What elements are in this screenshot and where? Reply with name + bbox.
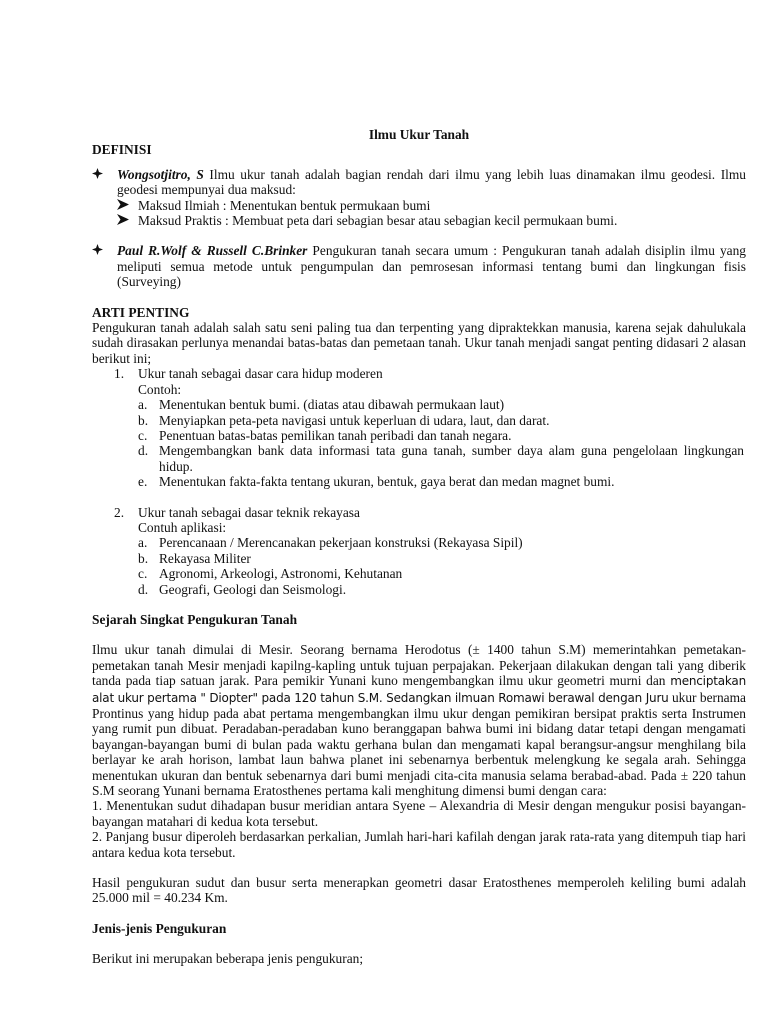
list-item [92,413,746,428]
definisi-item-wongsotjitro [92,167,746,198]
list-item-text: Penentuan batas-batas pemilikan tanah peribadi dan tanah negara. [159,427,512,443]
author-name: Wongsotjitro, S [117,166,204,182]
list-item [92,474,746,489]
sub-item [92,198,746,213]
numbered-item [92,505,746,520]
example-label: Contuh aplikasi: [138,519,227,535]
item-number: 1. [114,366,125,382]
sejarah-result: Hasil pengukuran sudut dan busur serta menerapkan geometri dasar Eratosthenes memperoleh keliling bumi adalah 25.000 mil = 40.234 Km. [92,875,746,906]
list-item [92,566,746,581]
list-item-text: Agronomi, Arkeologi, Astronomi, Kehutanan [159,566,403,582]
list-item-text: Menentukan bentuk bumi. (diatas atau dibawah permukaan laut) [159,397,505,413]
definisi-item-wolf-brinker [92,243,746,289]
arrow-bullet-icon [117,213,129,228]
numbered-item-title: Ukur tanah sebagai dasar teknik rekayasa [138,504,360,520]
paragraph-text-alt-font: menciptakan alat ukur pertama " Diopter" pada 120 tahun S.M. Sedangkan ilmuan Romawi berawal dengan Juru [92,674,746,705]
item-letter: c. [138,427,148,443]
item-number: 2. [114,504,125,520]
item-letter: b. [138,412,149,428]
diamond-bullet-icon [92,243,106,258]
list-item-text: Geografi, Geologi dan Seismologi. [159,581,347,597]
sejarah-paragraph [92,642,746,798]
sejarah-step-2: 2. Panjang busur diperoleh berdasarkan perkalian, Jumlah hari-hari kafilah dengan jarak rata-rata yang ditempuh tiap hari antara kedua kota tersebut. [92,829,746,860]
author-name: Paul R.Wolf & Russell C.Brinker [117,243,308,259]
list-item [92,582,746,597]
arti-penting-intro: Pengukuran tanah adalah salah satu seni paling tua dan terpenting yang dipraktekkan manusia, karena sejak dahulukala sudah dirasakan perlunya menandai batas-batas dan pemetaan tanah. Ukur tanah menjadi sangat penting didasari 2 alasan berikut ini; [92,320,746,366]
item-letter: d. [138,443,149,459]
item-letter: b. [138,550,149,566]
list-item-text: Menyiapkan peta-peta navigasi untuk keperluan di udara, laut, dan darat. [159,412,550,428]
jenis-intro: Berikut ini merupakan beberapa jenis pengukuran; [92,951,364,967]
paragraph-text: ukur bernama Prontinus yang hidup pada abat pertama mengembangkan ilmu ukur dengan pemikiran bersipat praktis serta Instrumen yang rumit pun dibuat. Peradaban-peradaban kuno beranggapan bahwa bumi ini bidang datar tetapi dengan mengamati bayangan-bayangan bumi di bulan pada waktu gerhana bulan dan mengamati kapal berangsur-angsur menghilang bila berlayar ke arah horison, lambat laun bahwa planet ini sebenarnya berbentuk melengkung ke segala arah. Sehingga menentukan ukuran dan bentuk sebenarnya dari bumi menjadi cita-cita manusia selama berabad-abad. Pada ± 220 tahun S.M seorang Yunani bernama Eratosthenes pertama kali menghitung dimensi bumi dengan cara: [92,689,746,799]
sejarah-heading: Sejarah Singkat Pengukuran Tanah [92,611,298,627]
page-title: Ilmu Ukur Tanah [368,127,470,142]
list-item [92,428,746,443]
item-letter: c. [138,566,148,582]
list-item-text: Perencanaan / Merencanakan pekerjaan konstruksi (Rekayasa Sipil) [159,535,523,551]
list-item-text: Menentukan fakta-fakta tentang ukuran, bentuk, gaya berat dan medan magnet bumi. [159,474,615,490]
sub-item-text: Maksud Ilmiah : Menentukan bentuk permukaan bumi [138,197,431,213]
arrow-bullet-icon [117,198,129,213]
sejarah-step-1: 1. Menentukan sudut dihadapan busur meridian antara Syene – Alexandria di Mesir dengan mengukur posisi bayangan-bayangan matahari di kedua kota tersebut. [92,798,746,829]
list-item-text: Mengembangkan bank data informasi tata guna tanah, sumber daya alam guna pengelolaan lingkungan hidup. [159,443,744,474]
jenis-heading: Jenis-jenis Pengukuran [92,920,227,936]
item-letter: e. [138,474,148,490]
document-body [92,127,746,967]
arti-penting-heading: ARTI PENTING [92,304,190,320]
example-label: Contoh: [138,381,182,397]
definisi-heading: DEFINISI [92,142,152,158]
numbered-item-title: Ukur tanah sebagai dasar cara hidup moderen [138,366,383,382]
definition-text: Ilmu ukur tanah adalah bagian rendah dari ilmu yang lebih luas dinamakan ilmu geodesi. Ilmu geodesi mempunyai dua maksud: [117,166,746,198]
list-item [92,535,746,550]
diamond-bullet-icon [92,167,106,182]
list-item [92,551,746,566]
item-letter: a. [138,397,148,413]
list-item [92,443,746,474]
numbered-item [92,366,746,381]
item-letter: a. [138,535,148,551]
list-item-text: Rekayasa Militer [159,550,251,566]
paragraph-text: Ilmu ukur tanah dimulai di Mesir. Seorang bernama Herodotus (± 1400 tahun S.M) memerintahkan pemetakan-pemetakan tanah Mesir menjadi kapilng-kapling untuk tujuan perpajakan. Pekerjaan dilakukan dengan tali yang diberik tanda pada tiap satuan jarak. Para pemikir Yunani kuno mengembangkan ilmu ukur geometri murni dan [92,642,746,689]
sub-item-text: Maksud Praktis : Membuat peta dari sebagian besar atau sebagian kecil permukaan bumi. [138,213,618,229]
list-item [92,397,746,412]
definition-text: Pengukuran tanah secara umum : Pengukuran tanah adalah disiplin ilmu yang meliputi semua metode untuk pengumpulan dan pemrosesan informasi tentang bumi dan lingkungan fisis (Surveying) [117,243,746,290]
sub-item [92,213,746,228]
item-letter: d. [138,581,149,597]
